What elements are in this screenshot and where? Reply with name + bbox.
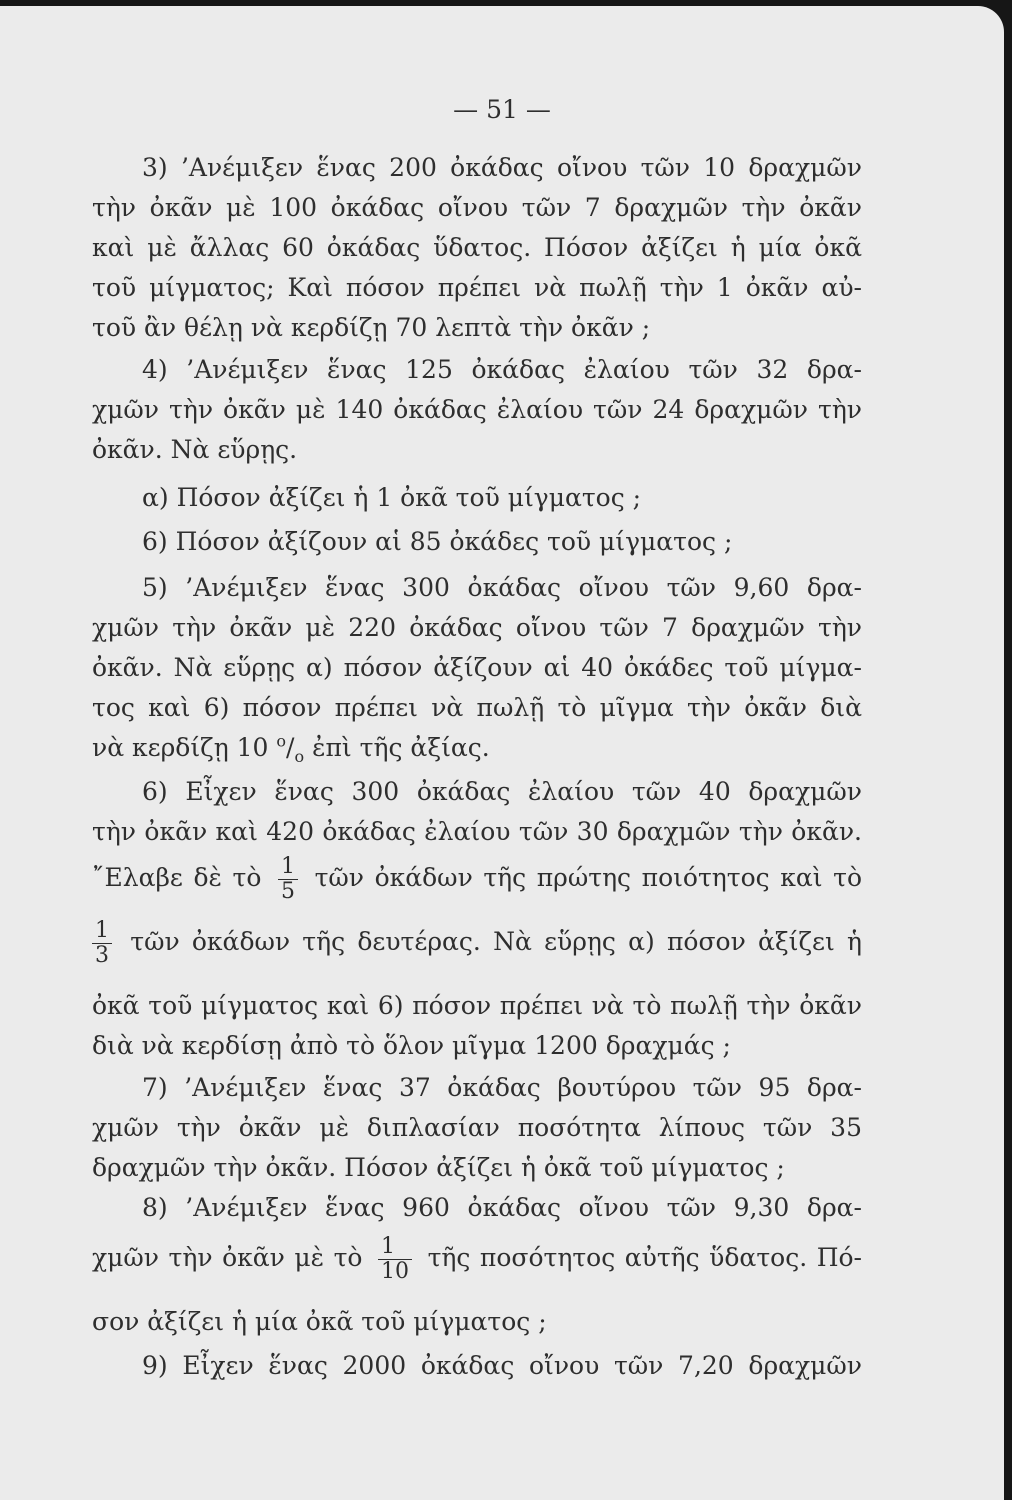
text-line: ὀκᾶν. Νὰ εὕρῃς. bbox=[92, 435, 298, 464]
text-line: 8) ’Ανέμιξεν ἕνας 960 ὀκάδας οἴνου τῶν 9,30 δρα- bbox=[142, 1193, 862, 1222]
text-line: δραχμῶν τὴν ὀκᾶν. Πόσον ἀξίζει ἡ ὀκᾶ τοῦ μίγματος ; bbox=[92, 1153, 785, 1182]
percent-sign-slash: / bbox=[286, 733, 295, 762]
fraction-numerator: 1 bbox=[278, 855, 298, 880]
text-line: 3) ’Ανέμιξεν ἕνας 200 ὀκάδας οἴνου τῶν 10 δραχμῶν bbox=[142, 153, 862, 182]
text-line: χμῶν τὴν ὀκᾶν μὲ 140 ὀκάδας ἐλαίου τῶν 24 δραχμῶν τὴν bbox=[92, 395, 862, 424]
text-line: χμῶν τὴν ὀκᾶν μὲ 220 ὀκάδας οἴνου τῶν 7 δραχμῶν τὴν bbox=[92, 613, 862, 642]
text-line bbox=[92, 918, 862, 968]
fraction-denominator: 3 bbox=[95, 943, 109, 968]
text-line bbox=[92, 732, 862, 764]
text-line: 5) ’Ανέμιξεν ἕνας 300 ὀκάδας οἴνου τῶν 9,60 δρα- bbox=[142, 573, 862, 602]
text-line: 4) ’Ανέμιξεν ἕνας 125 ὀκάδας ἐλαίου τῶν 32 δρα- bbox=[142, 355, 862, 384]
text-line: τοῦ ἂν θέλῃ νὰ κερδίζῃ 70 λεπτὰ τὴν ὀκᾶν ; bbox=[92, 313, 651, 342]
text-line: ὀκᾶ τοῦ μίγματος καὶ 6) πόσον πρέπει νὰ τὸ πωλῇ τὴν ὀκᾶν bbox=[92, 991, 862, 1020]
text-line: 7) ’Ανέμιξεν ἕνας 37 ὀκάδας βουτύρου τῶν 95 δρα- bbox=[142, 1073, 862, 1102]
text-segment: ἐπὶ τῆς ἀξίας. bbox=[312, 733, 490, 762]
text-line: τὴν ὀκᾶν καὶ 420 ὀκάδας ἐλαίου τῶν 30 δραχμῶν τὴν ὀκᾶν. bbox=[92, 817, 862, 846]
percent-sign-lower: o bbox=[294, 747, 305, 766]
text-line: σον ἀξίζει ἡ μία ὀκᾶ τοῦ μίγματος ; bbox=[92, 1307, 547, 1336]
text-line bbox=[92, 1234, 862, 1284]
page-number: — 51 — bbox=[453, 95, 551, 124]
percent-sign-upper: o bbox=[276, 731, 287, 751]
text-line: ὀκᾶν. Νὰ εὕρῃς α) πόσον ἀξίζουν αἱ 40 ὀκάδες τοῦ μίγμα- bbox=[92, 653, 862, 682]
fraction-denominator: 10 bbox=[381, 1259, 410, 1284]
fraction-numerator: 1 bbox=[92, 919, 112, 944]
fraction-one-tenth bbox=[378, 1235, 412, 1284]
text-line: 6) Πόσον ἀξίζουν αἱ 85 ὀκάδες τοῦ μίγματος ; bbox=[142, 527, 733, 556]
text-segment: τῆς ποσότητος αὐτῆς ὕδατος. Πό- bbox=[427, 1243, 862, 1272]
text-line: τὴν ὀκᾶν μὲ 100 ὀκάδας οἴνου τῶν 7 δραχμῶν τὴν ὀκᾶν bbox=[92, 193, 862, 222]
text-line: 9) Εἶχεν ἕνας 2000 ὀκάδας οἴνου τῶν 7,20 δραχμῶν bbox=[142, 1351, 862, 1380]
fraction-one-fifth bbox=[278, 855, 298, 904]
text-segment: τῶν ὀκάδων τῆς δευτέρας. Νὰ εὕρῃς α) πόσον ἀξίζει ἡ bbox=[130, 927, 862, 956]
text-line: τοῦ μίγματος; Καὶ πόσον πρέπει νὰ πωλῇ τὴν 1 ὀκᾶν αὐ- bbox=[92, 273, 862, 302]
text-segment: χμῶν τὴν ὀκᾶν μὲ τὸ bbox=[92, 1243, 363, 1272]
text-segment: νὰ κερδίζῃ 10 bbox=[92, 733, 269, 762]
text-segment: τῶν ὀκάδων τῆς πρώτης ποιότητος καὶ τὸ bbox=[314, 863, 863, 892]
text-line bbox=[92, 854, 862, 904]
text-line: καὶ μὲ ἄλλας 60 ὀκάδας ὕδατος. Πόσον ἀξίζει ἡ μία ὀκᾶ bbox=[92, 233, 862, 262]
text-line: διὰ νὰ κερδίσῃ ἀπὸ τὸ ὅλον μῖγμα 1200 δραχμάς ; bbox=[92, 1031, 731, 1060]
fraction-denominator: 5 bbox=[280, 879, 295, 904]
text-line: 6) Εἶχεν ἕνας 300 ὀκάδας ἐλαίου τῶν 40 δραχμῶν bbox=[142, 777, 862, 806]
text-line: α) Πόσον ἀξίζει ἡ 1 ὀκᾶ τοῦ μίγματος ; bbox=[142, 483, 642, 512]
text-line: τος καὶ 6) πόσον πρέπει νὰ πωλῇ τὸ μῖγμα τὴν ὀκᾶν διὰ bbox=[92, 693, 862, 722]
text-segment: ῎Ελαβε δὲ τὸ bbox=[92, 863, 262, 892]
fraction-numerator: 1 bbox=[378, 1235, 412, 1260]
text-line: χμῶν τὴν ὀκᾶν μὲ διπλασίαν ποσότητα λίπους τῶν 35 bbox=[92, 1113, 862, 1142]
book-page bbox=[0, 6, 1004, 1500]
fraction-one-third bbox=[92, 919, 112, 968]
